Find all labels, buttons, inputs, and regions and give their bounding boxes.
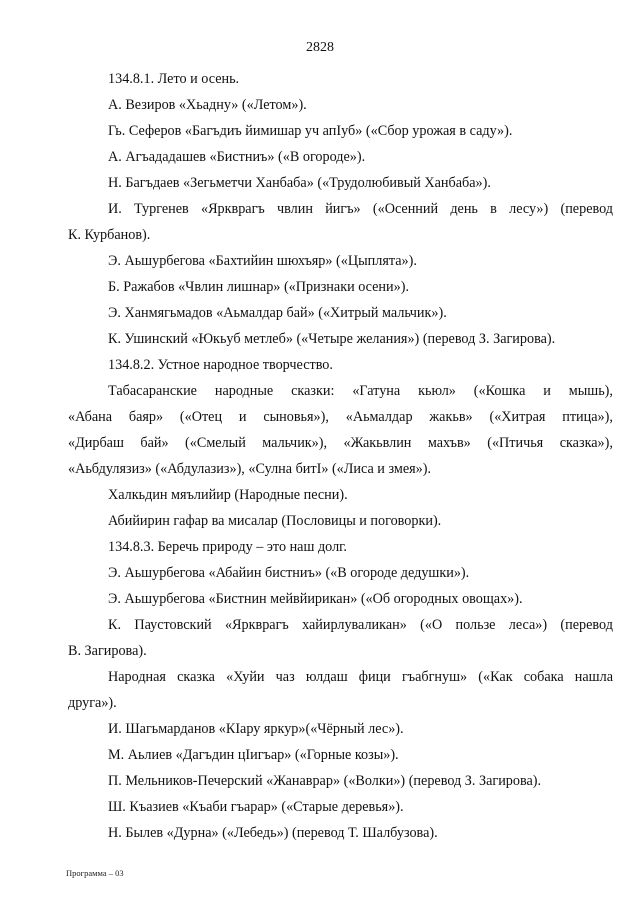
section-heading: 134.8.2. Устное народное творчество.	[108, 357, 333, 373]
section-heading: 134.8.1. Лето и осень.	[108, 71, 240, 87]
text-line: Халкьдин мяълийир (Народные песни).	[108, 487, 348, 503]
text-line: М. Аьлиев «Дагъдин цIигъар» («Горные козы»).	[108, 747, 399, 763]
text-line: К. Ушинский «Юкьуб метлеб» («Четыре желания») (перевод З. Загирова).	[108, 331, 556, 347]
document-body	[68, 66, 613, 846]
text-line: И. Шагьмарданов «КIару яркур»(«Чёрный лес»).	[108, 721, 404, 737]
text-line: Ш. Къазиев «Къаби гъарар» («Старые деревья»).	[108, 799, 404, 815]
text-line: В. Загирова).	[68, 643, 147, 659]
text-line-justified: И. Тургенев «Яркврагъ чвлин йигъ» («Осенний день в лесу») (перевод	[108, 201, 613, 217]
text-line: Н. Былев «Дурна» («Лебедь») (перевод Т. Шалбузова).	[108, 825, 438, 841]
page-number: 2828	[306, 40, 334, 55]
text-line: «Аьбдулязиз» («Абдулазиз»), «Сулна битI» («Лиса и змея»).	[68, 461, 432, 477]
text-line: Абийирин гафар ва мисалар (Пословицы и поговорки).	[108, 513, 442, 529]
section-heading: 134.8.3. Беречь природу – это наш долг.	[108, 539, 347, 555]
text-line: Гь. Сеферов «Багъдиъ йимишар уч апIуб» («Сбор урожая в саду»).	[108, 123, 513, 139]
text-line-justified: Табасаранские народные сказки: «Гатуна кьюл» («Кошка и мышь),	[108, 383, 613, 399]
text-line: Э. Аьшурбегова «Бистнин мейвйирикан» («Об огородных овощах»).	[108, 591, 523, 607]
text-line: Б. Ражабов «Чвлин лишнар» («Признаки осени»).	[108, 279, 409, 295]
text-line: Н. Багъдаев «Зегьметчи Ханбаба» («Трудолюбивый Ханбаба»).	[108, 175, 491, 191]
text-line: Э. Ханмягьмадов «Аьмалдар бай» («Хитрый мальчик»).	[108, 305, 447, 321]
text-line: А. Агъададашев «Бистниъ» («В огороде»).	[108, 149, 366, 165]
text-line: К. Курбанов).	[68, 227, 151, 243]
text-line: Э. Аьшурбегова «Бахтийин шюхъяр» («Цыплята»).	[108, 253, 417, 269]
text-line-justified: Народная сказка «Хуйи чаз юлдаш фици гъабгнуш» («Как собака нашла	[108, 669, 613, 685]
text-line: Э. Аьшурбегова «Абайин бистниъ» («В огороде дедушки»).	[108, 565, 470, 581]
text-line: П. Мельников-Печерский «Жанаврар» («Волки») (перевод З. Загирова).	[108, 773, 542, 789]
text-line: А. Везиров «Хьадну» («Летом»).	[108, 97, 307, 113]
footer-label: Программа – 03	[66, 868, 124, 878]
text-line: друга»).	[68, 695, 117, 711]
text-line-justified: «Абана баяр» («Отец и сыновья»), «Аьмалдар жакьв» («Хитрая птица»),	[68, 409, 613, 425]
text-line-justified: К. Паустовский «Яркврагъ хайирлуваликан» («О пользе леса») (перевод	[108, 617, 613, 633]
text-line-justified: «Дирбаш бай» («Смелый мальчик»), «Жакьвлин махъв» («Птичья сказка»),	[68, 435, 613, 451]
